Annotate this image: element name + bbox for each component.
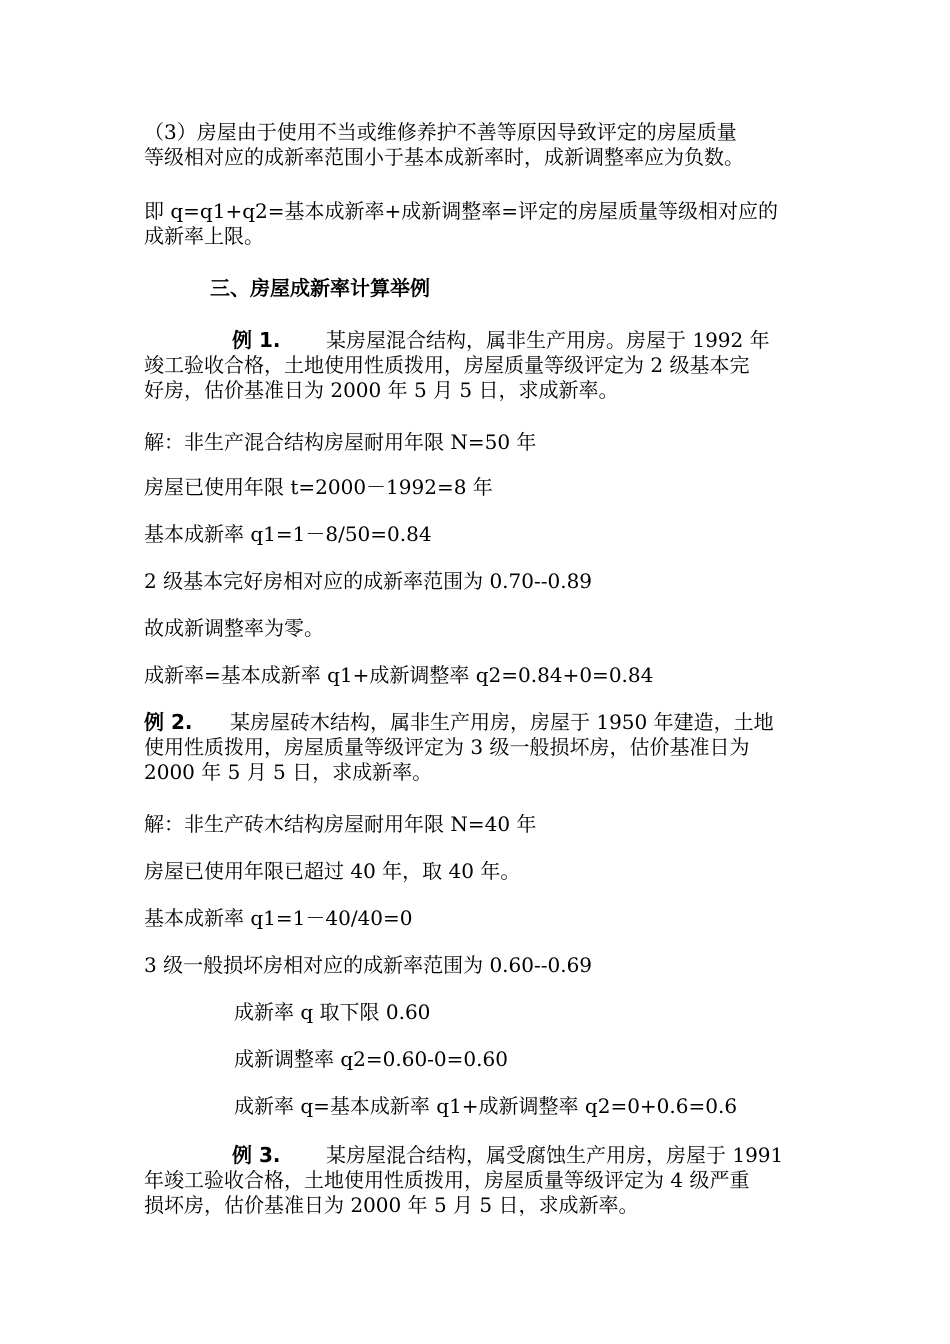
example2-line-2: 使用性质拨用，房屋质量等级评定为 3 级一般损坏房，估价基准日为 (144, 735, 750, 759)
example2-solution-0: 解：非生产砖木结构房屋耐用年限 N=40 年 (144, 812, 537, 836)
formula-line-1: 即 q=q1+q2=基本成新率+成新调整率=评定的房屋质量等级相对应的 (144, 199, 779, 223)
example1-line-1 (144, 328, 809, 353)
example1-solution-0: 解：非生产混合结构房屋耐用年限 N=50 年 (144, 430, 537, 454)
example2-text-1: 某房屋砖木结构，属非生产用房，房屋于 1950 年建造，土地 (230, 710, 774, 734)
example2-solution-1: 房屋已使用年限已超过 40 年，取 40 年。 (144, 859, 521, 883)
example2-label: 例 2. (144, 710, 193, 734)
example2-line-3: 2000 年 5 月 5 日，求成新率。 (144, 760, 433, 784)
document-page (144, 120, 809, 1218)
example1-label: 例 1. (232, 328, 281, 352)
example2-line-1 (144, 710, 809, 735)
section-heading: 三、房屋成新率计算举例 (210, 276, 430, 300)
example3-line-2: 年竣工验收合格，土地使用性质拨用，房屋质量等级评定为 4 级严重 (144, 1168, 750, 1192)
example1-line-3: 好房，估价基准日为 2000 年 5 月 5 日，求成新率。 (144, 378, 619, 402)
example2-indented-0: 成新率 q 取下限 0.60 (234, 1000, 431, 1024)
example2-indented-1: 成新调整率 q2=0.60-0=0.60 (234, 1047, 508, 1071)
example2-solution-2: 基本成新率 q1=1－40/40=0 (144, 906, 413, 930)
formula-line-2: 成新率上限。 (144, 224, 264, 248)
example1-text-1: 某房屋混合结构，属非生产用房。房屋于 1992 年 (326, 328, 770, 352)
example1-solution-5: 成新率=基本成新率 q1+成新调整率 q2=0.84+0=0.84 (144, 663, 654, 687)
example1-line-2: 竣工验收合格，土地使用性质拨用，房屋质量等级评定为 2 级基本完 (144, 353, 750, 377)
example3-label: 例 3. (232, 1143, 281, 1167)
example2-indented-2: 成新率 q=基本成新率 q1+成新调整率 q2=0+0.6=0.6 (234, 1094, 738, 1118)
example3-text-1: 某房屋混合结构，属受腐蚀生产用房，房屋于 1991 (326, 1143, 784, 1167)
example3-line-3: 损坏房，估价基准日为 2000 年 5 月 5 日，求成新率。 (144, 1193, 639, 1217)
example1-solution-4: 故成新调整率为零。 (144, 616, 324, 640)
example1-solution-1: 房屋已使用年限 t=2000－1992=8 年 (144, 475, 493, 499)
example3-line-1 (144, 1143, 809, 1168)
intro-line-1: （3）房屋由于使用不当或维修养护不善等原因导致评定的房屋质量 (144, 120, 737, 144)
example1-solution-3: 2 级基本完好房相对应的成新率范围为 0.70--0.89 (144, 569, 593, 593)
example1-solution-2: 基本成新率 q1=1－8/50=0.84 (144, 522, 432, 546)
example2-solution-3: 3 级一般损坏房相对应的成新率范围为 0.60--0.69 (144, 953, 593, 977)
intro-line-2: 等级相对应的成新率范围小于基本成新率时，成新调整率应为负数。 (144, 145, 744, 169)
